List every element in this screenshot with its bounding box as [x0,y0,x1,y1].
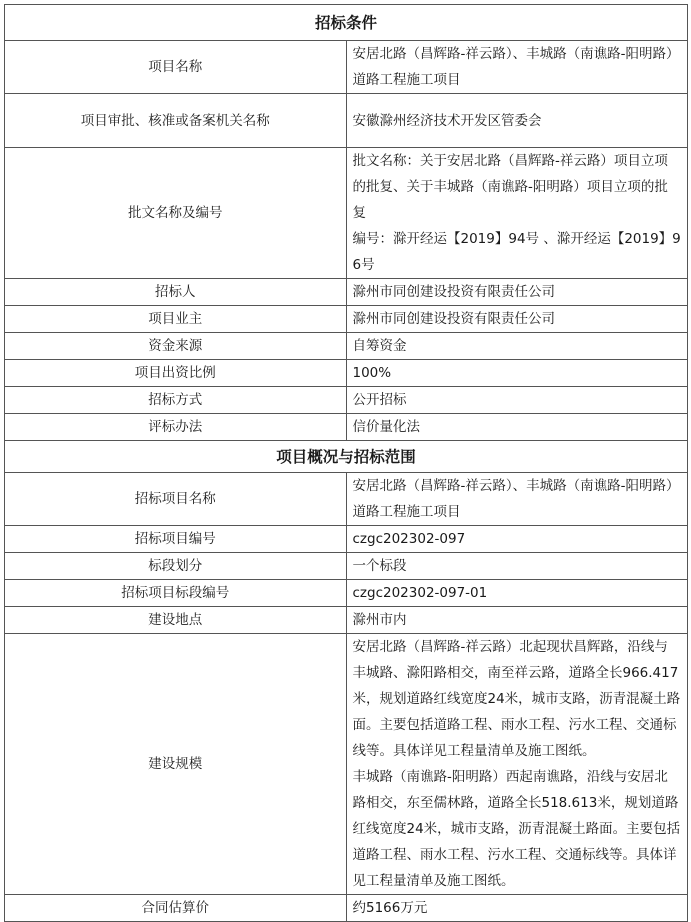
tender-method-value: 公开招标 [346,387,688,414]
evaluation-method-label: 评标办法 [5,414,347,441]
approval-authority-value: 安徽滁州经济技术开发区管委会 [346,94,688,148]
table-row [5,279,688,306]
section-row-conditions [5,5,688,41]
section-title-overview: 项目概况与招标范围 [5,441,688,473]
fund-source-value: 自筹资金 [346,333,688,360]
table-row [5,360,688,387]
tender-method-label: 招标方式 [5,387,347,414]
approval-doc-number-line: 编号：滁开经运【2019】94号 、滁开经运【2019】96号 [352,231,681,273]
location-label: 建设地点 [5,607,347,634]
table-row [5,607,688,634]
table-row [5,553,688,580]
lot-division-label: 标段划分 [5,553,347,580]
section-row-overview [5,441,688,473]
table-row [5,306,688,333]
tender-project-name-label: 招标项目名称 [5,473,347,526]
investment-ratio-label: 项目出资比例 [5,360,347,387]
investment-ratio-value: 100% [346,360,688,387]
project-owner-value: 滁州市同创建设投资有限责任公司 [346,306,688,333]
table-row [5,414,688,441]
tender-project-number-value: czgc202302-097 [346,526,688,553]
project-owner-label: 项目业主 [5,306,347,333]
table-row [5,333,688,360]
table-row [5,895,688,922]
evaluation-method-value: 信价量化法 [346,414,688,441]
table-row [5,148,688,279]
tender-project-number-label: 招标项目编号 [5,526,347,553]
table-row [5,41,688,94]
contract-estimate-value: 约5166万元 [346,895,688,922]
approval-doc-label: 批文名称及编号 [5,148,347,279]
approval-doc-value [346,148,688,279]
table-row [5,94,688,148]
project-name-value: 安居北路（昌辉路-祥云路）、丰城路（南谯路-阳明路）道路工程施工项目 [346,41,688,94]
lot-number-value: czgc202302-097-01 [346,580,688,607]
table-row [5,473,688,526]
table-row [5,387,688,414]
scale-paragraph: 安居北路（昌辉路-祥云路）北起现状昌辉路，沿线与丰城路、滁阳路相交，南至祥云路，道路全长966.417米，规划道路红线宽度24米，城市支路，沥青混凝土路面。主要包括道路工程、雨水工程、污水工程、交通标线等。具体详见工程量清单及施工图纸。 [352,639,681,759]
table-row [5,526,688,553]
tenderer-value: 滁州市同创建设投资有限责任公司 [346,279,688,306]
location-value: 滁州市内 [346,607,688,634]
table-row [5,580,688,607]
scale-value [346,634,688,895]
lot-number-label: 招标项目标段编号 [5,580,347,607]
approval-doc-name-line: 批文名称：关于安居北路（昌辉路-祥云路）项目立项的批复、关于丰城路（南谯路-阳明路）项目立项的批复 [352,153,668,221]
scale-paragraph: 丰城路（南谯路-阳明路）西起南谯路，沿线与安居北路相交，东至儒林路，道路全长518.613米，规划道路红线宽度24米，城市支路，沥青混凝土路面。主要包括道路工程、雨水工程、污水工程、交通标线等。具体详见工程量清单及施工图纸。 [352,769,681,889]
lot-division-value: 一个标段 [346,553,688,580]
scale-label: 建设规模 [5,634,347,895]
tender-project-name-value: 安居北路（昌辉路-祥云路）、丰城路（南谯路-阳明路）道路工程施工项目 [346,473,688,526]
fund-source-label: 资金来源 [5,333,347,360]
approval-authority-label: 项目审批、核准或备案机关名称 [5,94,347,148]
project-name-label: 项目名称 [5,41,347,94]
table-row [5,634,688,895]
contract-estimate-label: 合同估算价 [5,895,347,922]
section-title-conditions: 招标条件 [5,5,688,41]
tender-info-table [4,4,688,922]
tenderer-label: 招标人 [5,279,347,306]
